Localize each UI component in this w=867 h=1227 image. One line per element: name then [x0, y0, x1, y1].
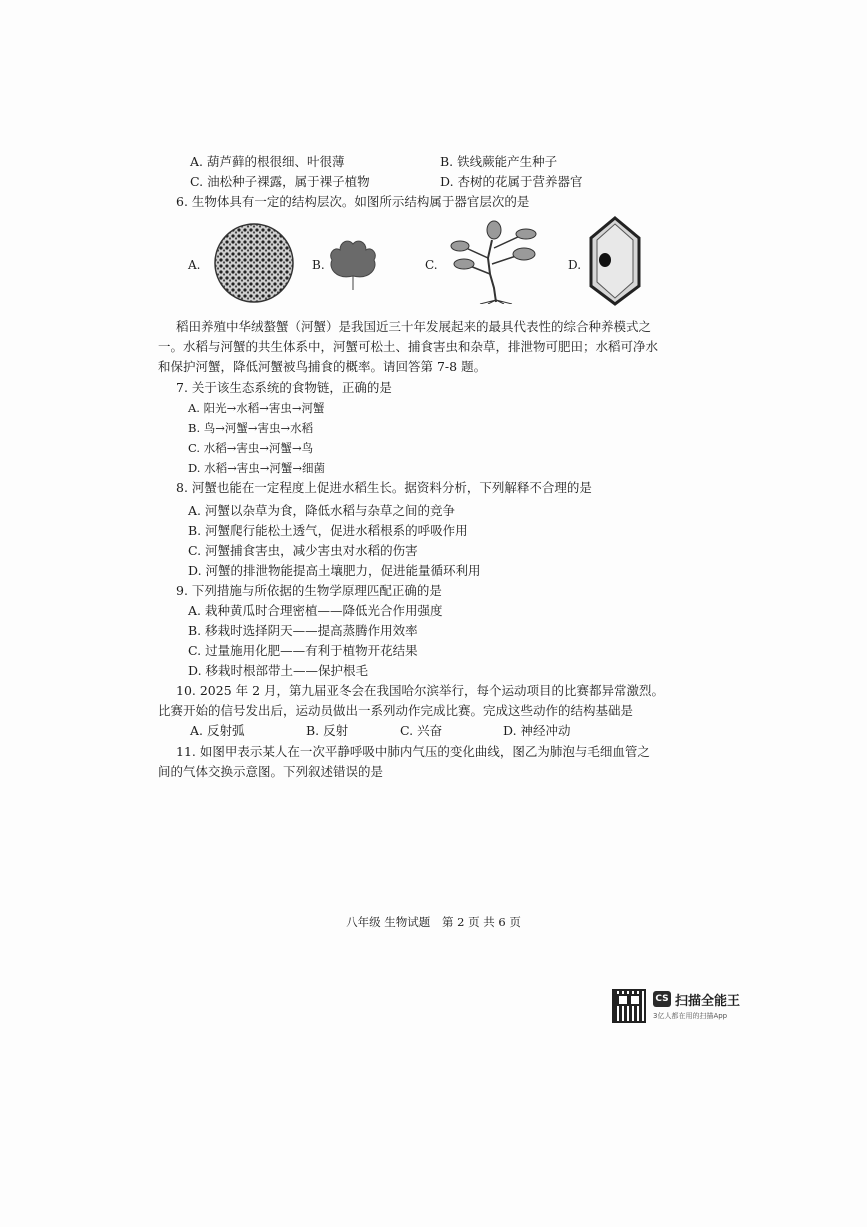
q9-option-d: D. 移栽时根部带土——保护根毛 — [188, 663, 369, 678]
leaf-image — [326, 236, 380, 292]
q5-option-d: D. 杏树的花属于营养器官 — [440, 174, 583, 189]
footer-page-number: 第 2 页 共 6 页 — [441, 915, 521, 929]
q9-option-c: C. 过量施用化肥——有利于植物开花结果 — [188, 643, 418, 658]
q5-option-c: C. 油松种子裸露，属于裸子植物 — [190, 174, 370, 189]
q8-option-c: C. 河蟹捕食害虫，减少害虫对水稻的伤害 — [188, 543, 418, 558]
q7-stem: 7. 关于该生态系统的食物链，正确的是 — [176, 380, 392, 395]
scanner-tagline: 3亿人都在用的扫描App — [653, 1012, 728, 1020]
footer-grade: 八年级 生物试题 — [346, 915, 431, 929]
passage-line-1: 稻田养殖中华绒螯蟹（河蟹）是我国近三十年发展起来的最具代表性的综合种养模式之 — [176, 319, 652, 334]
q10-option-c: C. 兴奋 — [400, 723, 443, 738]
q10-option-b: B. 反射 — [306, 723, 349, 738]
q8-option-d: D. 河蟹的排泄物能提高土壤肥力，促进能量循环利用 — [188, 563, 481, 578]
q8-stem: 8. 河蟹也能在一定程度上促进水稻生长。据资料分析，下列解释不合理的是 — [176, 480, 592, 495]
q9-stem: 9. 下列措施与所依据的生物学原理匹配正确的是 — [176, 583, 442, 598]
q10-stem-line-1: 10. 2025 年 2 月，第九届亚冬会在我国哈尔滨举行，每个运动项目的比赛都异常激烈。 — [176, 683, 665, 698]
q10-option-d: D. 神经冲动 — [503, 723, 571, 738]
plant-image — [440, 218, 552, 304]
tissue-image — [213, 222, 295, 304]
q11-stem-line-2: 间的气体交换示意图。下列叙述错误的是 — [158, 764, 384, 779]
scanner-app-name: 扫描全能王 — [675, 994, 741, 1009]
passage-line-2: 一。水稻与河蟹的共生体系中，河蟹可松土、捕食害虫和杂草，排泄物可肥田；水稻可净水 — [158, 339, 659, 354]
passage-line-3: 和保护河蟹，降低河蟹被鸟捕食的概率。请回答第 7-8 题。 — [158, 359, 487, 374]
qr-code-icon — [612, 989, 646, 1023]
q6-label-c: C. — [425, 258, 438, 272]
q7-option-d: D. 水稻→害虫→河蟹→细菌 — [188, 461, 326, 475]
q9-option-b: B. 移栽时选择阴天——提高蒸腾作用效率 — [188, 623, 418, 638]
q7-option-b: B. 鸟→河蟹→害虫→水稻 — [188, 421, 314, 435]
q5-option-b: B. 铁线蕨能产生种子 — [440, 154, 558, 169]
q8-option-a: A. 河蟹以杂草为食，降低水稻与杂草之间的竞争 — [188, 503, 455, 518]
q6-label-d: D. — [568, 258, 582, 272]
q7-option-c: C. 水稻→害虫→河蟹→鸟 — [188, 441, 314, 455]
q11-stem-line-1: 11. 如图甲表示某人在一次平静呼吸中肺内气压的变化曲线，图乙为肺泡与毛细血管之 — [176, 744, 650, 759]
q8-option-b: B. 河蟹爬行能松土透气，促进水稻根系的呼吸作用 — [188, 523, 468, 538]
q9-option-a: A. 栽种黄瓜时合理密植——降低光合作用强度 — [188, 603, 443, 618]
q6-stem: 6. 生物体具有一定的结构层次。如图所示结构属于器官层次的是 — [176, 194, 530, 209]
q10-option-a: A. 反射弧 — [190, 723, 245, 738]
page-footer — [0, 914, 867, 930]
q5-option-a: A. 葫芦藓的根很细、叶很薄 — [190, 154, 345, 169]
q6-label-b: B. — [312, 258, 325, 272]
q6-label-a: A. — [188, 258, 201, 272]
q7-option-a: A. 阳光→水稻→害虫→河蟹 — [188, 401, 325, 415]
camscanner-logo-icon: CS — [653, 991, 671, 1007]
cell-image — [587, 216, 643, 306]
q10-stem-line-2: 比赛开始的信号发出后，运动员做出一系列动作完成比赛。完成这些动作的结构基础是 — [158, 703, 634, 718]
